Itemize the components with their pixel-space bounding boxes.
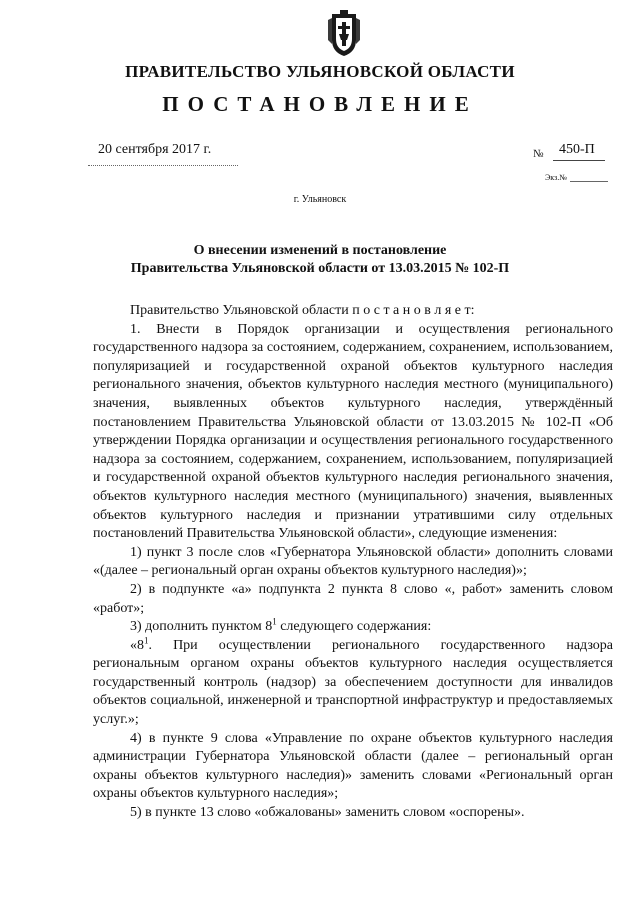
copy-label: Экз.№ xyxy=(545,173,567,182)
number-underline xyxy=(553,160,605,161)
subitem-1-paragraph: 1) пункт 3 после слов «Губернатора Ульяновской области» дополнить словами «(далее – региональный орган охраны объектов культурного наследия)»; xyxy=(93,544,613,579)
quote-superscript: 1 xyxy=(144,635,149,646)
subitem-3-text: 3) дополнить пунктом 8 xyxy=(130,619,273,635)
item-1-paragraph: 1. Внести в Порядок организации и осуществления регионального государственного надзора за состоянием, содержанием, сохранением, использованием, популяризацией и государственной охраной объектов культурного наследия регионального значения, объектов культурного наследия местного (муниципального) значения, выявленных объектов культурного наследия, утверждённый постановлением Правительства Ульяновской области от 13.03.2015 № 102-П «Об утверждении Порядка организации и осуществления регионального государственного надзора за состоянием, содержанием, сохранением, использованием, популяризацией и государственной охраной объектов культурного наследия регионального значения, объектов культурного наследия местного (муниципального) значения, выявленных объектов культурного наследия и признании утратившими силу отдельных постановлений Правительства Ульяновской области», следующие изменения: xyxy=(93,321,613,542)
document-type: ПОСТАНОВЛЕНИЕ xyxy=(162,92,478,116)
date-underline xyxy=(88,165,238,166)
copy-underline xyxy=(570,181,608,182)
subitem-3-superscript: 1 xyxy=(272,616,277,627)
organization-name: ПРАВИТЕЛЬСТВО УЛЬЯНОВСКОЙ ОБЛАСТИ xyxy=(125,62,515,81)
document-number: 450-П xyxy=(559,142,595,157)
coat-of-arms-icon xyxy=(327,10,361,58)
quote-text-end: . При осуществлении регионального государственного надзора региональным органом охраны объектов культурного наследия осуществляется государственный контроль (надзор) за обеспечением доступности для инвалидов объектов социальной, инженерной и транспортной инфраструктур и предоставляемых услуг.»; xyxy=(93,637,613,728)
intro-paragraph: Правительство Ульяновской области п о с т а н о в л я е т: xyxy=(130,303,475,318)
document-title xyxy=(0,242,640,278)
subitem-3-text-end: следующего содержания: xyxy=(276,619,432,635)
document-date: 20 сентября 2017 г. xyxy=(98,142,212,157)
city: г. Ульяновск xyxy=(293,194,347,205)
quoted-paragraph xyxy=(93,637,613,730)
subitem-3-paragraph xyxy=(93,618,613,637)
subitem-2-paragraph: 2) в подпункте «а» подпункта 2 пункта 8 слово «, работ» заменить словом «работ»; xyxy=(93,581,613,616)
quote-text: «8 xyxy=(130,637,144,653)
subitem-5-paragraph: 5) в пункте 13 слово «обжалованы» заменить словом «оспорены». xyxy=(130,805,525,821)
document-body xyxy=(93,302,613,823)
title-line-2: Правительства Ульяновской области от 13.03.2015 № 102-П xyxy=(130,261,510,276)
title-line-1: О внесении изменений в постановление xyxy=(193,243,447,258)
number-sign: № xyxy=(533,148,544,160)
subitem-4-paragraph: 4) в пункте 9 слова «Управление по охране объектов культурного наследия администрации Губернатора Ульяновской области (далее – региональный орган охраны объектов культурного наследия)» заменить словами «Региональный орган охраны объектов культурного наследия»; xyxy=(93,730,613,802)
